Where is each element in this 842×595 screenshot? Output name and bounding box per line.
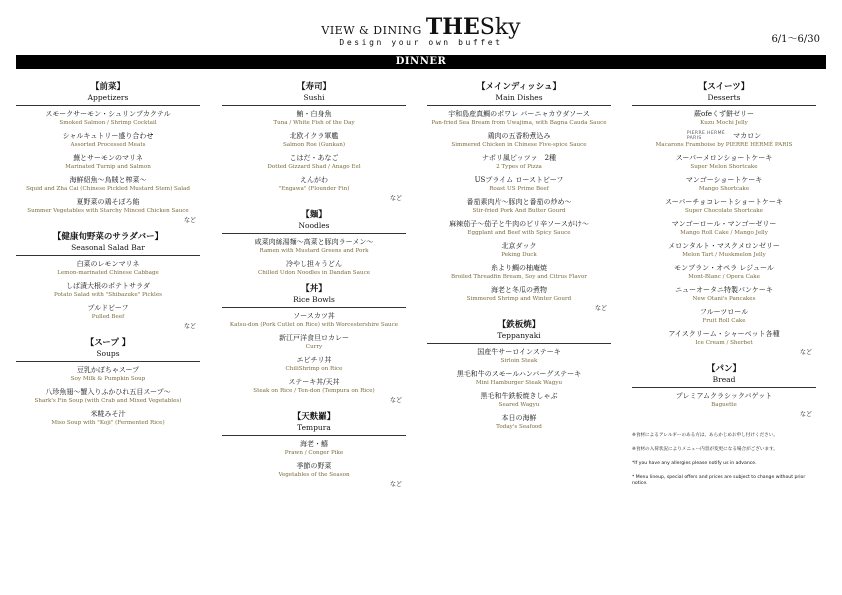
menu-item-name-en: Peking Duck (501, 252, 537, 258)
menu-item-name-en: ChiliShrimp on Rice (285, 366, 343, 372)
section-title-jp: 【天麩羅】 (292, 412, 336, 422)
menu-item (222, 377, 406, 395)
menu-item-name-jp: アイスクリーム・シャーベット各種 (668, 330, 780, 338)
menu-item (222, 311, 406, 329)
section-title-jp: 【寿司】 (296, 82, 331, 92)
menu-item-name-en: Baguette (711, 402, 737, 408)
menu-item-name-jp: 鶏肉の五香粉煮込み (487, 132, 551, 140)
menu-item-name-jp: 蕪とサーモンのマリネ (73, 154, 143, 162)
section-title-jp: 【健康旬野菜のサラダバー】 (52, 232, 164, 242)
etc-note: など (389, 195, 402, 202)
etc-note: など (389, 481, 402, 488)
section-title-en: Noodles (222, 221, 406, 234)
menu-item-name-en: Pan-fried Sea Bream from Uwajima, with Bagna Cauda Sauce (431, 120, 607, 126)
menu-column-3 (427, 82, 611, 435)
section-title-jp: 【メインディッシュ】 (477, 82, 561, 92)
menu-item-name-en: Lemon-marinated Chinese Cabbage (57, 270, 159, 276)
etc-note: など (594, 305, 607, 312)
menu-section (16, 82, 200, 225)
menu-item-name-en: Ice Cream / Sherbet (695, 340, 753, 346)
menu-item-name-en: Pulled Beef (91, 314, 125, 320)
menu-item (16, 365, 200, 383)
menu-item (427, 131, 611, 149)
brand-prefix: VIEW & DINING (321, 24, 426, 37)
menu-item-name-en: Mini Hamburger Steak Wagyu (475, 380, 563, 386)
menu-section (427, 82, 611, 313)
menu-section (222, 210, 406, 277)
menu-item-name-en: Broiled Threadfin Bream, Soy and Citrus Flavor (451, 274, 587, 280)
menu-item (632, 197, 816, 215)
menu-item (632, 131, 816, 149)
menu-item-name-jp: スーパーチョコレートショートケーキ (665, 198, 783, 206)
menu-item (16, 109, 200, 127)
menu-item-name-en: Super Melon Shortcake (690, 164, 758, 170)
menu-item-name-en: Today's Seafood (496, 424, 542, 430)
menu-item-name-jp: 白菜のレモンマリネ (76, 260, 140, 268)
menu-item (222, 237, 406, 255)
menu-section (16, 232, 200, 331)
etc-note: など (389, 397, 402, 404)
menu-item-name-en: Katsu-don (Pork Cutlet on Rice) with Worcestershire Sauce (229, 322, 399, 328)
menu-item (632, 241, 816, 259)
menu-item (222, 131, 406, 149)
menu-item-name-en: Mango Shortcake (698, 186, 750, 192)
section-title-en: Sushi (222, 93, 406, 106)
meal-title-bar: DINNER (16, 55, 826, 69)
menu-item-name-en: Potato Salad with "Shibazuke" Pickles (53, 292, 163, 298)
menu-item-name-en: Mont-Blanc / Opera Cake (688, 274, 760, 280)
menu-item-name-en: Ramen with Mustard Greens and Pork (259, 248, 369, 254)
menu-item-name-en: Melon Tart / Muskmelon Jelly (682, 252, 766, 258)
menu-item-name-en: Super Chocolate Shortcake (685, 208, 763, 214)
menu-item-name-en: New Otani's Pancakes (692, 296, 756, 302)
menu-item-name-jp: USプライム ローストビーフ (474, 176, 564, 184)
menu-item (632, 109, 816, 127)
menu-item (632, 307, 816, 325)
menu-item-name-en: Fruit Roll Cake (702, 318, 746, 324)
etc-note: など (183, 323, 196, 330)
menu-item (427, 197, 611, 215)
section-title-en: Desserts (632, 93, 816, 106)
section-title-jp: 【丼】 (301, 284, 327, 294)
menu-item-name-jp: 国産牛サーロインステーキ (477, 348, 561, 356)
menu-item-name-jp: 糸より鯛の柚庵焼 (491, 264, 547, 272)
menu-item (222, 439, 406, 457)
menu-item-name-jp: マカロン (733, 132, 762, 140)
footnote: * Menu lineup, special offers and prices are subject to change without prior notice. (632, 475, 806, 486)
menu-item (16, 153, 200, 171)
menu-item (427, 241, 611, 259)
footnote: ※食材の入荷状況によりメニュー内容が変更になる場合がございます。 (632, 447, 778, 452)
menu-item-name-en: Marinated Turnip and Salmon (65, 164, 151, 170)
menu-item-name-jp: プルドビーフ (87, 304, 129, 312)
menu-item-name-jp: 麻辣茄子～茄子と牛肉のピリ辛ソースがけ～ (449, 220, 589, 228)
footnote: *If you have any allergies please notify us in advance. (632, 461, 757, 466)
brand-the: THE (425, 14, 480, 40)
menu-item-name-en: Squid and Zha Cai (Chinese Pickled Mustard Stem) Salad (26, 186, 190, 192)
section-title-jp: 【パン】 (706, 364, 741, 374)
section-title-en: Tempura (222, 423, 406, 436)
section-title-jp: 【スープ 】 (85, 338, 131, 348)
menu-item (16, 303, 200, 321)
menu-item (16, 409, 200, 427)
menu-item-name-jp: 豆乳かぼちゃスープ (76, 366, 140, 374)
menu-item-name-en: Sirloin Steak (500, 358, 538, 364)
menu-item (222, 333, 406, 351)
menu-section (222, 82, 406, 203)
menu-item-name-en: Prawn / Conger Pike (284, 450, 344, 456)
menu-item-name-en: Mango Roll Cake / Mango Jelly (680, 230, 768, 236)
menu-item (427, 219, 611, 237)
logo-text: PARIS (686, 136, 702, 141)
menu-item-name-jp: 本日の海鮮 (501, 414, 537, 422)
menu-item-name-jp: ソースカツ丼 (293, 312, 335, 320)
menu-item (427, 109, 611, 127)
brand-tagline: Design your own buffet (339, 38, 503, 47)
menu-item-name-en: Simmered Shrimp and Winter Gourd (466, 296, 572, 302)
section-title-en: Main Dishes (427, 93, 611, 106)
section-title-en: Rice Bowls (222, 295, 406, 308)
menu-item-name-jp: 番茄素肉片～豚肉と番茄の炒め～ (466, 198, 572, 206)
etc-note: など (799, 349, 812, 356)
menu-item-name-jp: ニューオータニ特製パンケーキ (675, 286, 773, 294)
menu-item (427, 347, 611, 365)
menu-column-1 (16, 82, 200, 431)
menu-item (222, 355, 406, 373)
menu-item-name-en: Kuzu Mochi Jelly (700, 120, 748, 126)
menu-item (16, 131, 200, 149)
menu-item-name-en: Salmon Roe (Gunkan) (282, 142, 346, 148)
menu-item-name-jp: 黒毛和牛のスモールハンバーグステーキ (456, 370, 582, 378)
menu-item-name-jp: 北欧イクラ軍艦 (289, 132, 339, 140)
menu-item-name-en: Dotted Gizzard Shad / Anago Eel (267, 164, 361, 170)
menu-item-name-jp: しば漬大根のポテトサラダ (66, 282, 150, 290)
menu-item (427, 263, 611, 281)
menu-item-name-en: Soy Milk & Pumpkin Soup (70, 376, 146, 382)
section-title-en: Appetizers (16, 93, 200, 106)
section-title-en: Seasonal Salad Bar (16, 243, 200, 256)
menu-item-name-jp: メロンタルト・マスクメロンゼリー (668, 242, 780, 250)
menu-item-name-jp: 夏野菜の鶏そぼろ餡 (76, 198, 140, 206)
menu-item (632, 219, 816, 237)
menu-item-name-jp: マンゴーショートケーキ (685, 176, 763, 184)
menu-item-name-jp: モンブラン・オペラ レジュール (674, 264, 774, 272)
menu-item-name-jp: 宇和島産真鯛のポワレ バーニャカウダソース (448, 110, 590, 118)
menu-item-name-en: Summer Vegetables with Starchy Minced Chicken Sauce (27, 208, 189, 214)
menu-item (427, 175, 611, 193)
menu-item-name-en: Assorted Processed Meats (70, 142, 146, 148)
menu-item-name-jp: エビチリ丼 (296, 356, 332, 364)
logo-text: PIERRE HERMÉ (686, 131, 726, 136)
section-title-jp: 【麺】 (301, 210, 327, 220)
menu-item (16, 281, 200, 299)
menu-item-name-en: Macarons Framboise by PIERRE HERMÉ PARIS (655, 142, 793, 148)
menu-section (632, 82, 816, 357)
menu-item-name-en: Steak on Rice / Ten-don (Tempura on Rice) (253, 388, 375, 394)
menu-item-name-jp: 八珍魚翅～蟹入りふかひれ五目スープ～ (45, 388, 171, 396)
menu-section (222, 412, 406, 489)
menu-item (632, 153, 816, 171)
menu-item-name-jp: ステーキ丼/天丼 (288, 378, 340, 386)
menu-item-name-en: Tuna / White Fish of the Day (273, 120, 355, 126)
menu-item-row (632, 131, 816, 141)
section-title-en: Soups (16, 349, 200, 362)
menu-item (632, 391, 816, 409)
menu-item-name-jp: こはだ・あなご (289, 154, 339, 162)
footnotes (632, 433, 816, 487)
menu-item-name-en: Smoked Salmon / Shrimp Cocktail (59, 120, 157, 126)
menu-item-name-jp: ナポリ風ピッツァ 2種 (481, 154, 557, 162)
menu-item-name-jp: フルーツロール (699, 308, 749, 316)
menu-item-name-jp: スーパーメロンショートケーキ (675, 154, 773, 162)
menu-item-name-en: 2 Types of Pizza (496, 164, 542, 170)
menu-item-name-en: Simmered Chicken in Chinese Five-spice Sauce (451, 142, 587, 148)
menu-item (222, 153, 406, 171)
menu-item (632, 329, 816, 347)
menu-item-name-en: Miso Soup with "Koji" (Fermented Rice) (51, 420, 165, 426)
menu-section (16, 338, 200, 427)
menu-item (632, 285, 816, 303)
menu-item-name-jp: 冷やし担々うどん (286, 260, 342, 268)
menu-item (16, 259, 200, 277)
section-title-en: Bread (632, 375, 816, 388)
menu-item (427, 285, 611, 303)
menu-item (222, 259, 406, 277)
menu-item (16, 197, 200, 215)
menu-item (427, 369, 611, 387)
menu-item-name-en: Vegetables of the Season (278, 472, 350, 478)
menu-column-2 (222, 82, 406, 489)
menu-column-4 (632, 82, 816, 495)
menu-item-name-en: Seared Wagyu (498, 402, 540, 408)
menu-item (222, 109, 406, 127)
menu-item-name-jp: 米糀みそ汁 (90, 410, 126, 418)
menu-section (222, 284, 406, 405)
menu-item-name-en: Curry (305, 344, 323, 350)
section-title-jp: 【スイーツ】 (698, 82, 750, 92)
etc-note: など (799, 411, 812, 418)
menu-item-name-en: Stir-fried Pork And Butter Gourd (472, 208, 566, 214)
menu-item-name-jp: 咸菜肉絲湯麺～高菜と豚肉ラーメン～ (254, 238, 374, 246)
menu-item-name-jp: 海鮮紹魚～烏賊と榨菜～ (69, 176, 147, 184)
footnote: ※食材によるアレルギーのある方は、あらかじめお申し付けください。 (632, 433, 778, 438)
menu-item (632, 263, 816, 281)
menu-item-name-en: Shark's Fin Soup (with Crab and Mixed Vegetables) (34, 398, 182, 404)
section-title-jp: 【鉄板焼】 (497, 320, 541, 330)
menu-item (222, 175, 406, 193)
menu-item-name-jp: 北京ダック (501, 242, 537, 250)
menu-item (16, 175, 200, 193)
menu-section (632, 364, 816, 419)
menu-item-name-jp: 季節の野菜 (296, 462, 332, 470)
menu-item-name-jp: マンゴーロール・マンゴーゼリー (671, 220, 777, 228)
menu-item-name-en: Roast US Prime Beef (489, 186, 549, 192)
menu-item-name-jp: えんがわ (300, 176, 328, 184)
menu-item-name-jp: 新江戸洋食旦ロカレー (279, 334, 349, 342)
section-title-jp: 【前菜】 (90, 82, 125, 92)
menu-item (632, 175, 816, 193)
menu-item (427, 153, 611, 171)
menu-item-name-en: Chilled Udon Noodles in Dandan Sauce (257, 270, 371, 276)
menu-item-name-jp: プレミアムクラシックバゲット (675, 392, 773, 400)
menu-item-name-jp: シャルキュトリー盛り合わせ (62, 132, 154, 140)
etc-note: など (183, 217, 196, 224)
menu-item (222, 461, 406, 479)
menu-item-name-en: "Engawa" (Flounder Fin) (278, 186, 350, 192)
menu-item-name-jp: 蕨ofeくず餅ゼリー (694, 110, 754, 118)
date-range: 6/1～6/30 (771, 34, 820, 45)
brand-sky: Sky (479, 15, 521, 40)
section-title-en: Teppanyaki (427, 331, 611, 344)
menu-item-name-jp: 鮪・白身魚 (296, 110, 332, 118)
menu-item (16, 387, 200, 405)
brand-name (0, 14, 842, 40)
menu-item-name-en: Eggplant and Beef with Spicy Sauce (467, 230, 571, 236)
menu-item-name-jp: 海老・鱚 (300, 440, 328, 448)
pierre-herme-logo (687, 131, 725, 141)
menu-item (427, 391, 611, 409)
menu-item (427, 413, 611, 431)
menu-item-name-jp: 海老と冬瓜の煮物 (491, 286, 547, 294)
menu-section (427, 320, 611, 431)
menu-item-name-jp: スモークサーモン・シュリンプカクテル (45, 110, 171, 118)
brand-logo (0, 14, 842, 47)
menu-item-name-jp: 黒毛和牛鉄板焼きしゃぶ (480, 392, 558, 400)
